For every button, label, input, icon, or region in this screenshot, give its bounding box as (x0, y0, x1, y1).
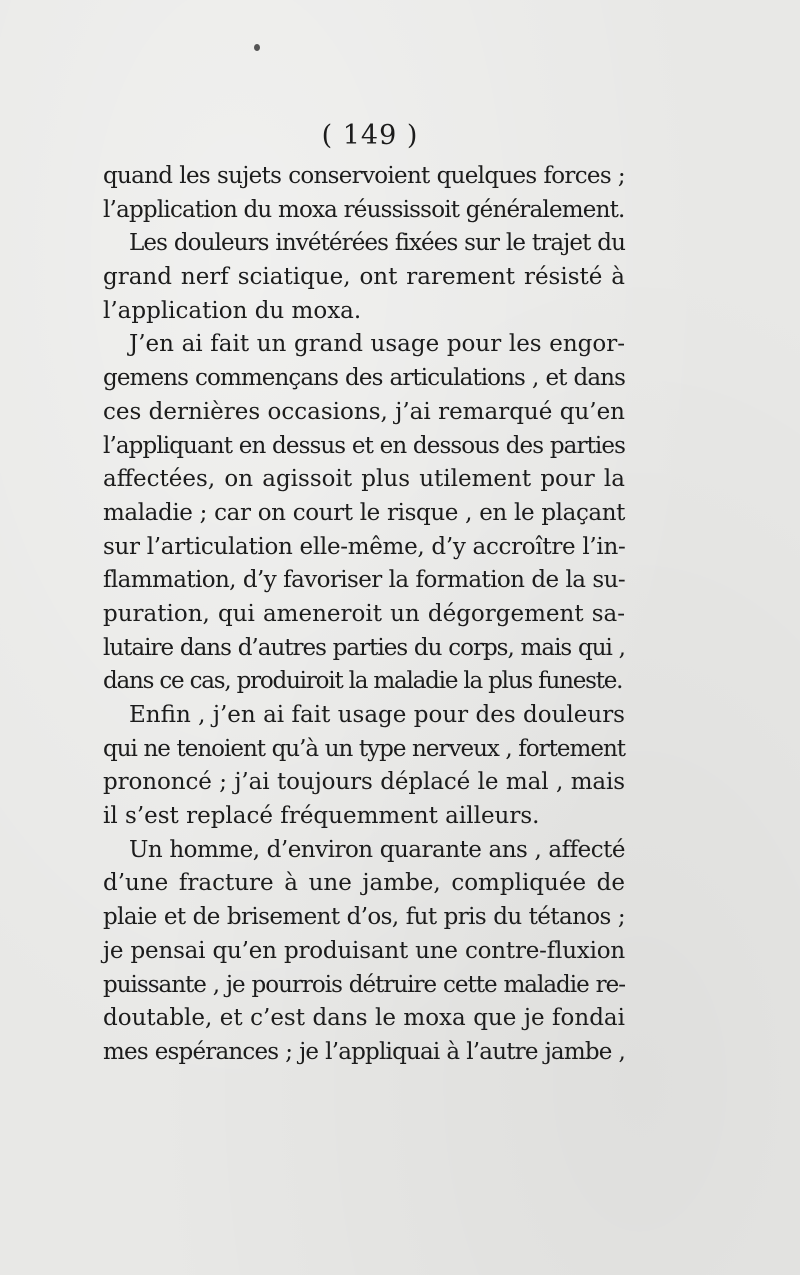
text-line: dans ce cas, produiroit la maladie la plus funeste. (103, 668, 623, 695)
text-line: quand les sujets conservoient quelques forces ; (103, 163, 625, 189)
text-line: affectées, on agissoit plus utilement pour la (103, 466, 625, 493)
text-line: flammation, d’y favoriser la formation de la su- (103, 567, 625, 594)
text-line: il s’est replacé fréquemment ailleurs. (103, 803, 540, 830)
text-line: gemens commençans des articulations , et dans (103, 365, 625, 392)
text-line: mes espérances ; je l’appliquai à l’autre jambe , (103, 1038, 625, 1065)
text-line: ces dernières occasions, j’ai remarqué qu’en (103, 398, 625, 425)
text-line: maladie ; car on court le risque , en le plaçant (103, 499, 625, 526)
text-line: prononcé ; j’ai toujours déplacé le mal , mais (103, 769, 625, 796)
page-number: ( 149 ) (321, 120, 419, 151)
text-line: lutaire dans d’autres parties du corps, mais qui , (103, 634, 625, 661)
text-line: sur l’articulation elle-même, d’y accroître l’in- (103, 533, 626, 560)
text-line: plaie et de brisement d’os, fut pris du tétanos ; (103, 904, 625, 931)
text-line: l’application du moxa. (103, 297, 362, 324)
text-line: Un homme, d’environ quarante ans , affecté (129, 836, 625, 863)
text-line: l’appliquant en dessus et en dessous des parties (103, 432, 625, 459)
ink-speck (254, 44, 260, 51)
text-line: l’application du moxa réussissoit généralement. (103, 196, 625, 223)
text-line: Enfin , j’en ai fait usage pour des douleurs (129, 702, 625, 728)
text-line: Les douleurs invétérées fixées sur le trajet du (129, 230, 625, 257)
text-line: grand nerf sciatique, ont rarement résisté à (103, 264, 625, 291)
text-line: doutable, et c’est dans le moxa que je fondai (103, 1005, 625, 1032)
text-line: J’en ai fait un grand usage pour les engor- (129, 331, 625, 358)
text-line: d’une fracture à une jambe, compliquée de (103, 870, 625, 897)
text-line: puration, qui ameneroit un dégorgement sa- (103, 600, 625, 627)
text-line: qui ne tenoient qu’à un type nerveux , fortement (103, 735, 625, 762)
text-line: je pensai qu’en produisant une contre-fluxion (103, 937, 625, 964)
body-text (103, 160, 625, 1070)
text-line: puissante , je pourrois détruire cette maladie re- (103, 971, 625, 998)
